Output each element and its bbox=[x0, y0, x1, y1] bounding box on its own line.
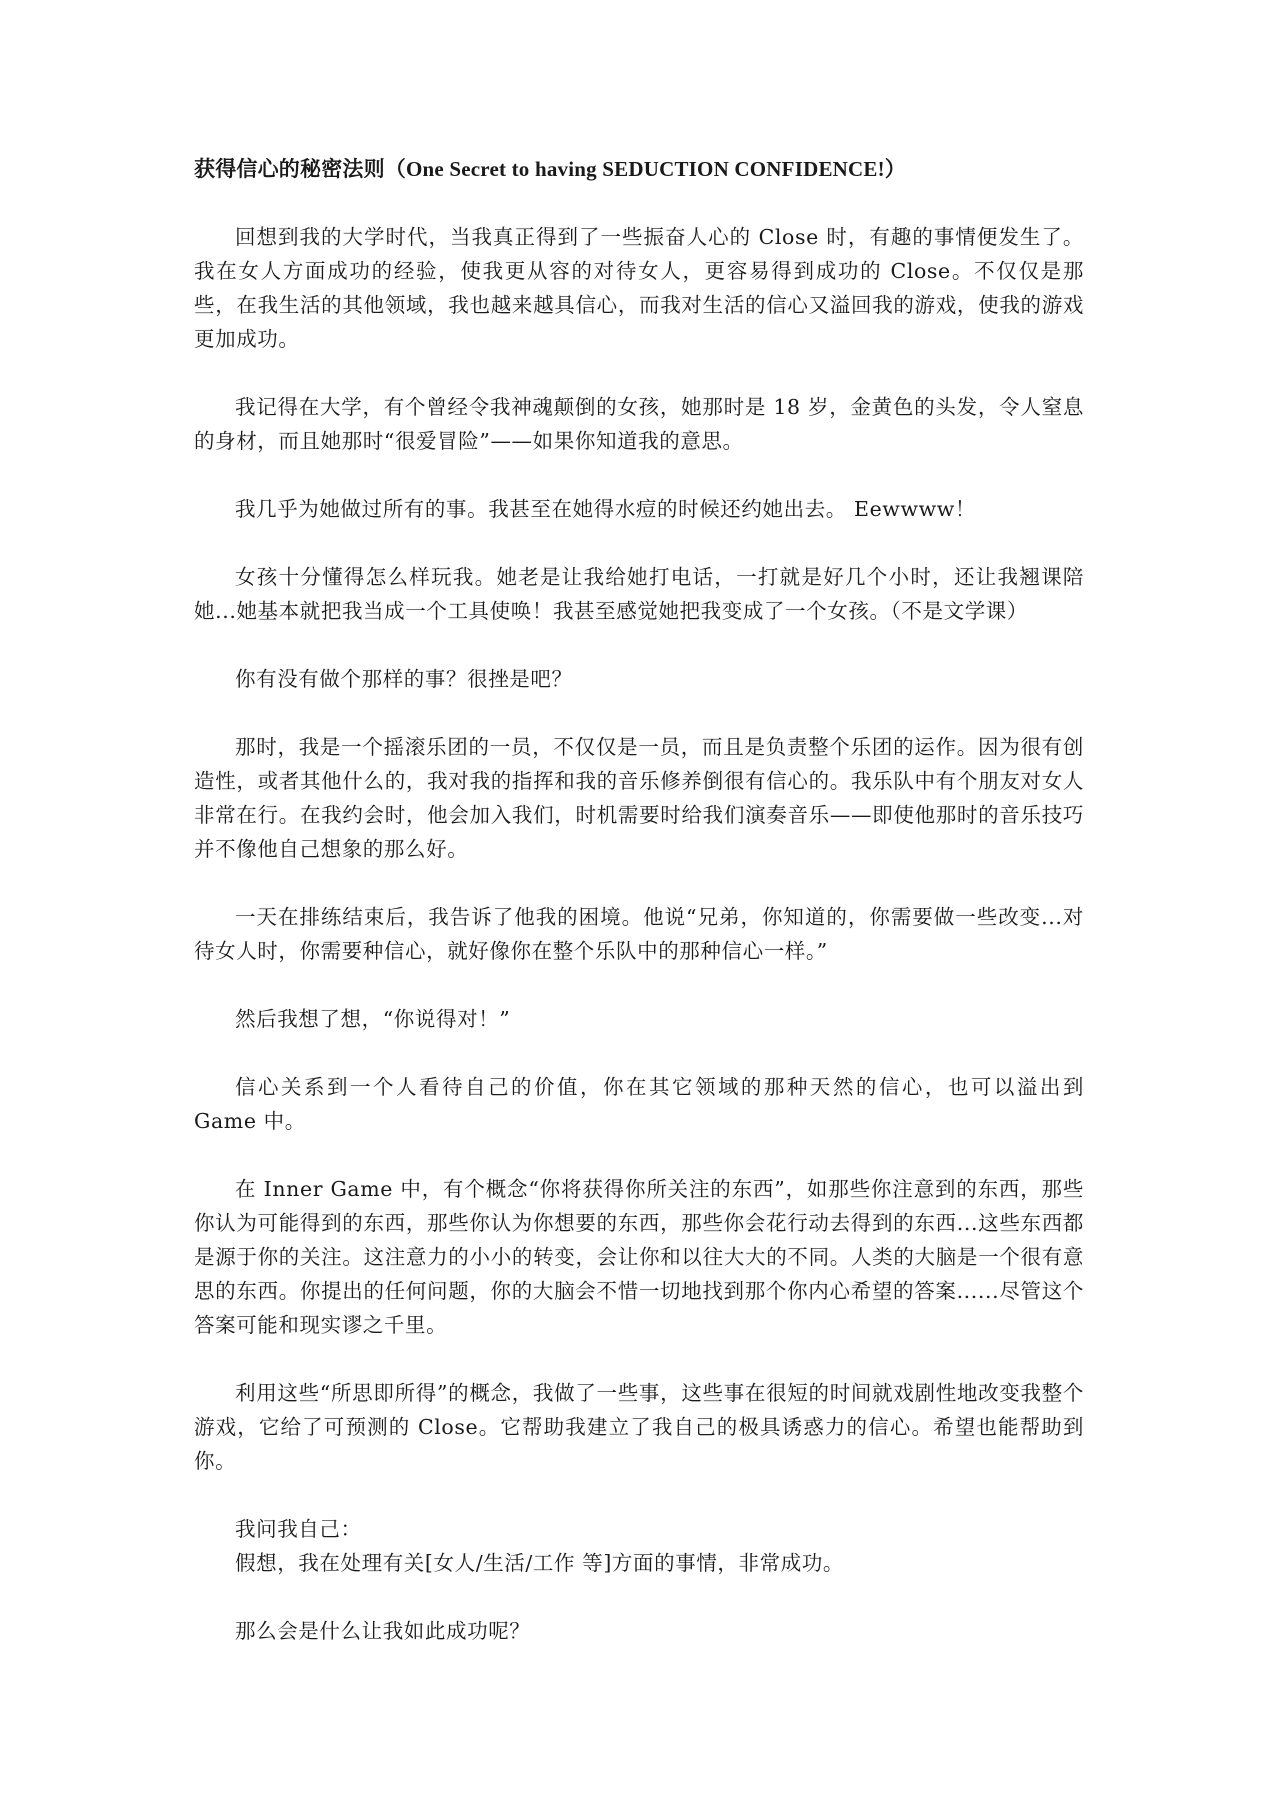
paragraph-girl-memory: 我记得在大学，有个曾经令我神魂颠倒的女孩，她那时是 18 岁，金黄色的头发，令人窒息的身材，而且她那时“很爱冒险”——如果你知道我的意思。 bbox=[194, 395, 1084, 453]
paragraph-did-everything: 我几乎为她做过所有的事。我甚至在她得水痘的时候还约她出去。 Eewwww！ bbox=[235, 497, 976, 521]
paragraph-question: 你有没有做个那样的事？很挫是吧？ bbox=[235, 667, 573, 691]
paragraph-confidence-value: 信心关系到一个人看待自己的价值，你在其它领域的那种天然的信心，也可以溢出到 Game 中。 bbox=[194, 1075, 1084, 1133]
document-body bbox=[194, 152, 1084, 1682]
paragraph-you-are-right: 然后我想了想，“你说得对！” bbox=[235, 1007, 511, 1031]
paragraph-friend-advice: 一天在排练结束后，我告诉了他我的困境。他说“兄弟，你知道的，你需要做一些改变...对待女人时，你需要种信心，就好像你在整个乐队中的那种信心一样。” bbox=[194, 905, 1084, 963]
paragraph-played-me: 女孩十分懂得怎么样玩我。她老是让我给她打电话，一打就是好几个小时，还让我翘课陪她...她基本就把我当成一个工具使唤！我甚至感觉她把我变成了一个女孩。（不是文学课） bbox=[194, 565, 1084, 623]
paragraph-college-close: 回想到我的大学时代，当我真正得到了一些振奋人心的 Close 时，有趣的事情便发生了。我在女人方面成功的经验，使我更从容的对待女人，更容易得到成功的 Close。不仅仅是那些，在我生活的其他领域，我也越来越具信心，而我对生活的信心又溢回我的游戏，使我的游戏更加成功。 bbox=[194, 225, 1084, 351]
paragraph-what-makes-success: 那么会是什么让我如此成功呢？ bbox=[235, 1619, 531, 1643]
document-title: 获得信心的秘密法则（One Secret to having SEDUCTION CONFIDENCE!） bbox=[194, 157, 906, 181]
paragraph-what-you-think: 利用这些“所思即所得”的概念，我做了一些事，这些事在很短的时间就戏剧性地改变我整个游戏，它给了可预测的 Close。它帮助我建立了我自己的极具诱惑力的信心。希望也能帮助到你。 bbox=[194, 1381, 1084, 1473]
paragraph-inner-game: 在 Inner Game 中，有个概念“你将获得你所关注的东西”，如那些你注意到的东西，那些你认为可能得到的东西，那些你认为你想要的东西，那些你会花行动去得到的东西...这些东西都是源于你的关注。这注意力的小小的转变，会让你和以往大大的不同。人类的大脑是一个很有意思的东西。你提出的任何问题，你的大脑会不惜一切地找到那个你内心希望的答案......尽管这个答案可能和现实谬之千里。 bbox=[194, 1177, 1084, 1337]
paragraph-suppose-success: 假想，我在处理有关[女人/生活/工作 等]方面的事情，非常成功。 bbox=[235, 1551, 845, 1575]
paragraph-rock-band: 那时，我是一个摇滚乐团的一员，不仅仅是一员，而且是负责整个乐团的运作。因为很有创造性，或者其他什么的，我对我的指挥和我的音乐修养倒很有信心的。我乐队中有个朋友对女人非常在行。在我约会时，他会加入我们，时机需要时给我们演奏音乐——即使他那时的音乐技巧并不像他自己想象的那么好。 bbox=[194, 735, 1084, 861]
paragraph-ask-myself: 我问我自己： bbox=[235, 1517, 362, 1541]
